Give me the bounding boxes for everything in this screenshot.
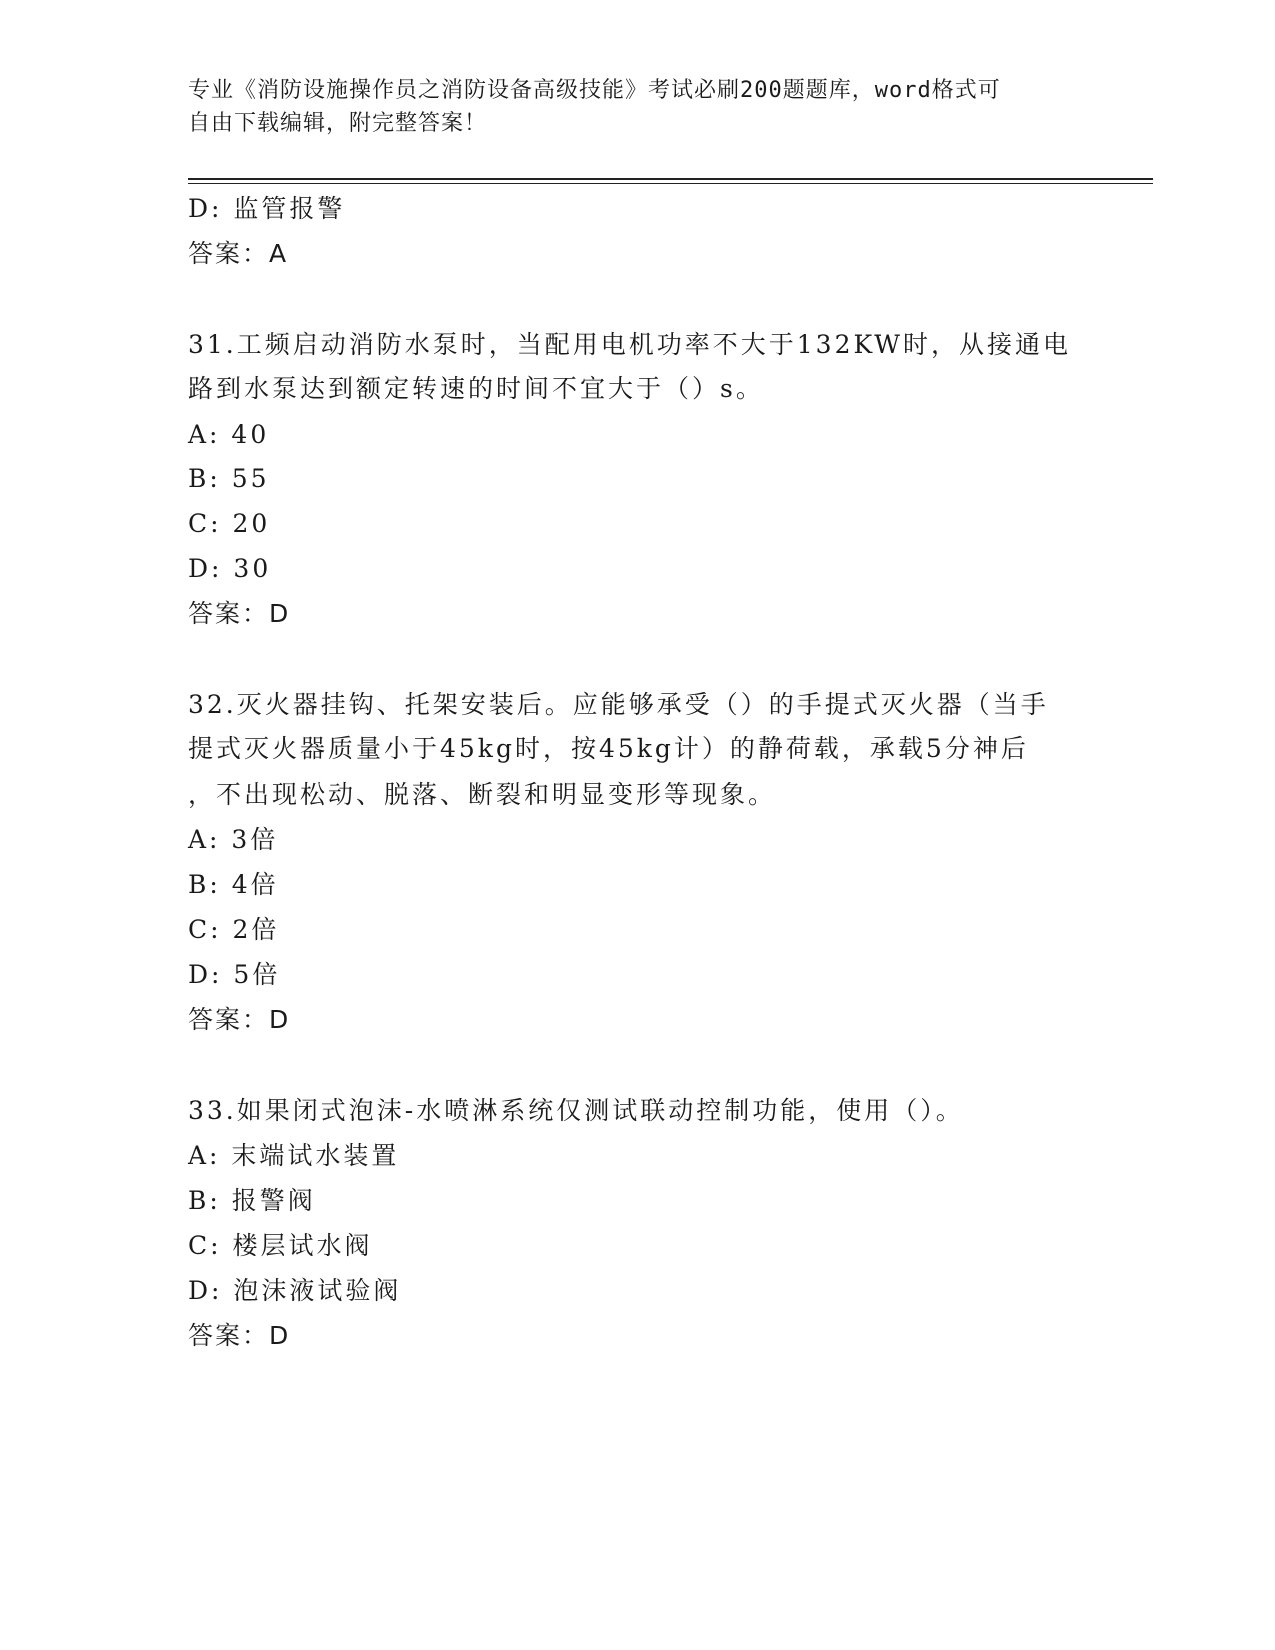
q32-option-b: B: 4倍 <box>188 870 279 899</box>
q33-answer: 答案：D <box>188 1321 291 1350</box>
q33-option-b: B: 报警阀 <box>188 1186 316 1215</box>
q31-option-c: C: 20 <box>188 509 271 538</box>
q32-option-d: D: 5倍 <box>188 960 281 989</box>
q32-option-a: A: 3倍 <box>188 825 279 854</box>
header-line-1: 专业《消防设施操作员之消防设备高级技能》考试必刷200题题库，word格式可 <box>188 78 1001 103</box>
q31-answer: 答案：D <box>188 599 291 628</box>
q32-line-3: ，不出现松动、脱落、断裂和明显变形等现象。 <box>188 780 777 809</box>
q31-line-2: 路到水泵达到额定转速的时间不宜大于（）s。 <box>188 374 764 403</box>
header-divider-thin <box>188 183 1153 184</box>
q31-option-b: B: 55 <box>188 464 270 493</box>
q33-option-d: D: 泡沫液试验阀 <box>188 1276 402 1305</box>
prev-option-d: D: 监管报警 <box>188 194 346 223</box>
q31-line-1: 31.工频启动消防水泵时，当配用电机功率不大于132KW时，从接通电 <box>188 330 1071 359</box>
header-divider-thick <box>188 178 1153 180</box>
q32-answer: 答案：D <box>188 1005 291 1034</box>
q33-line-1: 33.如果闭式泡沫-水喷淋系统仅测试联动控制功能，使用（）。 <box>188 1096 964 1125</box>
q33-option-a: A: 末端试水装置 <box>188 1141 400 1170</box>
q32-line-2: 提式灭火器质量小于45kg时，按45kg计）的静荷载，承载5分神后 <box>188 734 1029 763</box>
header-line-2: 自由下载编辑，附完整答案！ <box>188 111 488 136</box>
q31-option-d: D: 30 <box>188 554 272 583</box>
prev-answer: 答案：A <box>188 239 289 268</box>
q31-option-a: A: 40 <box>188 420 270 449</box>
q32-option-c: C: 2倍 <box>188 915 280 944</box>
document-header <box>188 74 1088 140</box>
q32-line-1: 32.灭火器挂钩、托架安装后。应能够承受（）的手提式灭火器（当手 <box>188 690 1049 719</box>
q33-option-c: C: 楼层试水阀 <box>188 1231 373 1260</box>
